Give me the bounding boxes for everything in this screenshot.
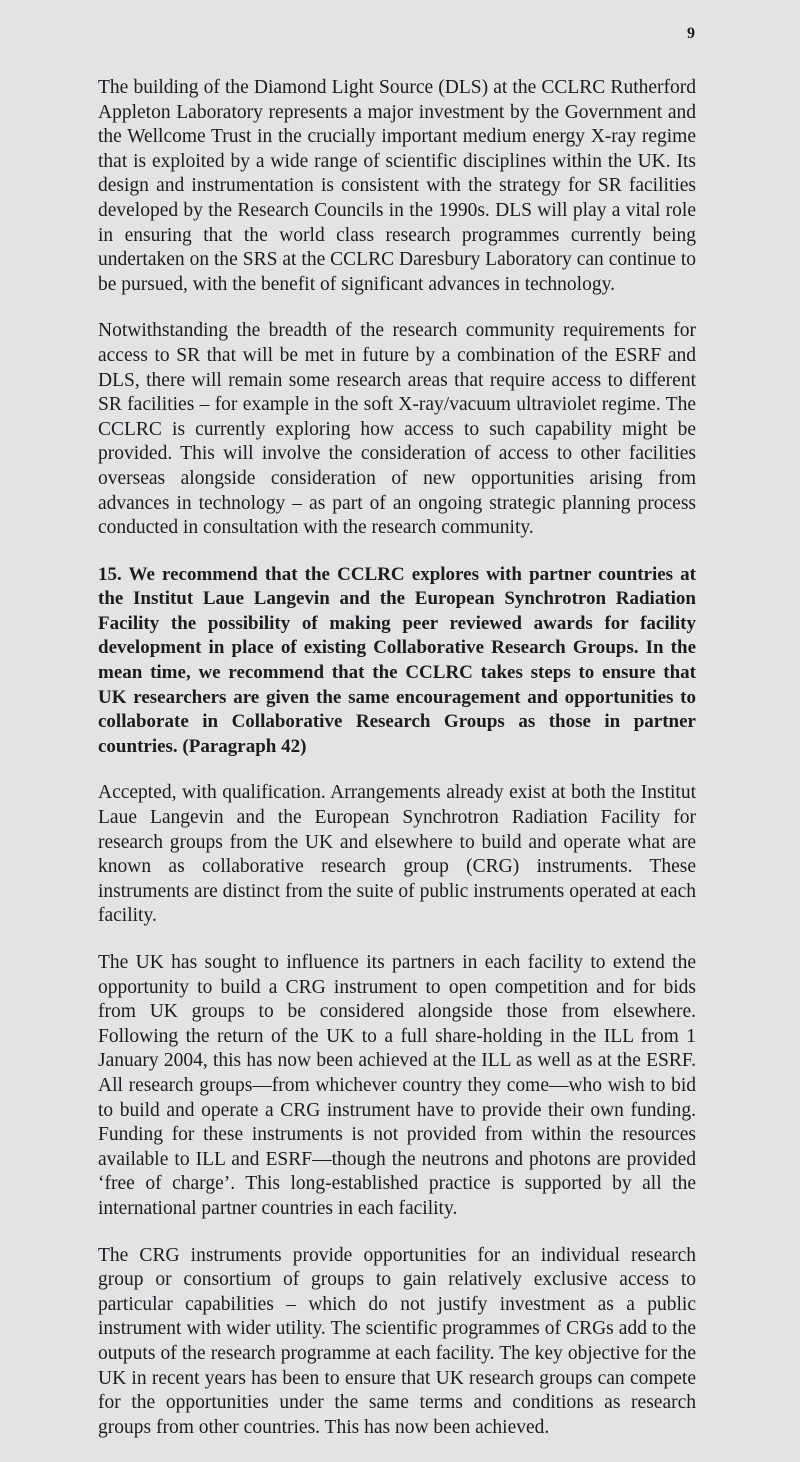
paragraph-crg-opportunities: The CRG instruments provide opportunities for an individual research group or consortium of groups to gain relatively exclusive access to particular capabilities – which do not justify investment as a public instrument with wider utility. The scientific programmes of CRGs add to the outputs of the research programme at each facility. The key objective for the UK in recent years has been to ensure that UK research groups can compete for the opportunities under the same terms and conditions as research groups from other countries. This has now been achieved. — [98, 1244, 696, 1438]
paragraph-response-accepted: Accepted, with qualification. Arrangements already exist at both the Institut Laue Langevin and the European Synchrotron Radiation Facility for research groups from the UK and elsewhere to build and operate what are known as collaborative research group (CRG) instruments. These instruments are distinct from the suite of public instruments operated at each facility. — [98, 782, 696, 927]
document-body — [98, 76, 696, 1462]
recommendation-15: 15. We recommend that the CCLRC explores with partner countries at the Institut Laue Langevin and the European Synchrotron Radiation Facility the possibility of making peer reviewed awards for facility development in place of existing Collaborative Research Groups. In the mean time, we recommend that the CCLRC takes steps to ensure that UK researchers are given the same encouragement and opportunities to collaborate in Collaborative Research Groups as those in partner countries. (Paragraph 42) — [98, 563, 696, 757]
paragraph-research-requirements: Notwithstanding the breadth of the research community requirements for access to SR that will be met in future by a combination of the ESRF and DLS, there will remain some research areas that require access to different SR facilities – for example in the soft X-ray/vacuum ultraviolet regime. The CCLRC is currently exploring how access to such capability might be provided. This will involve the consideration of access to other facilities overseas alongside consideration of new opportunities arising from advances in technology – as part of an ongoing strategic planning process conducted in consultation with the research community. — [98, 320, 696, 539]
page-number: 9 — [687, 25, 695, 42]
paragraph-uk-influence: The UK has sought to influence its partners in each facility to extend the opportunity to build a CRG instrument to open competition and for bids from UK groups to be considered alongside those from elsewhere. Following the return of the UK to a full share-holding in the ILL from 1 January 2004, this has now been achieved at the ILL as well as at the ESRF. All research groups—from whichever country they come—who wish to bid to build and operate a CRG instrument have to provide their own funding. Funding for these instruments is not provided from within the resources available to ILL and ESRF—though the neutrons and photons are provided ‘free of charge’. This long-established practice is supported by all the international partner countries in each facility. — [98, 952, 696, 1219]
paragraph-dls-investment: The building of the Diamond Light Source (DLS) at the CCLRC Rutherford Appleton Laboratory represents a major investment by the Government and the Wellcome Trust in the crucially important medium energy X-ray regime that is exploited by a wide range of scientific disciplines within the UK. Its design and instrumentation is consistent with the strategy for SR facilities developed by the Research Councils in the 1990s. DLS will play a vital role in ensuring that the world class research programmes currently being undertaken on the SRS at the CCLRC Daresbury Laboratory can continue to be pursued, with the benefit of significant advances in technology. — [98, 77, 696, 295]
